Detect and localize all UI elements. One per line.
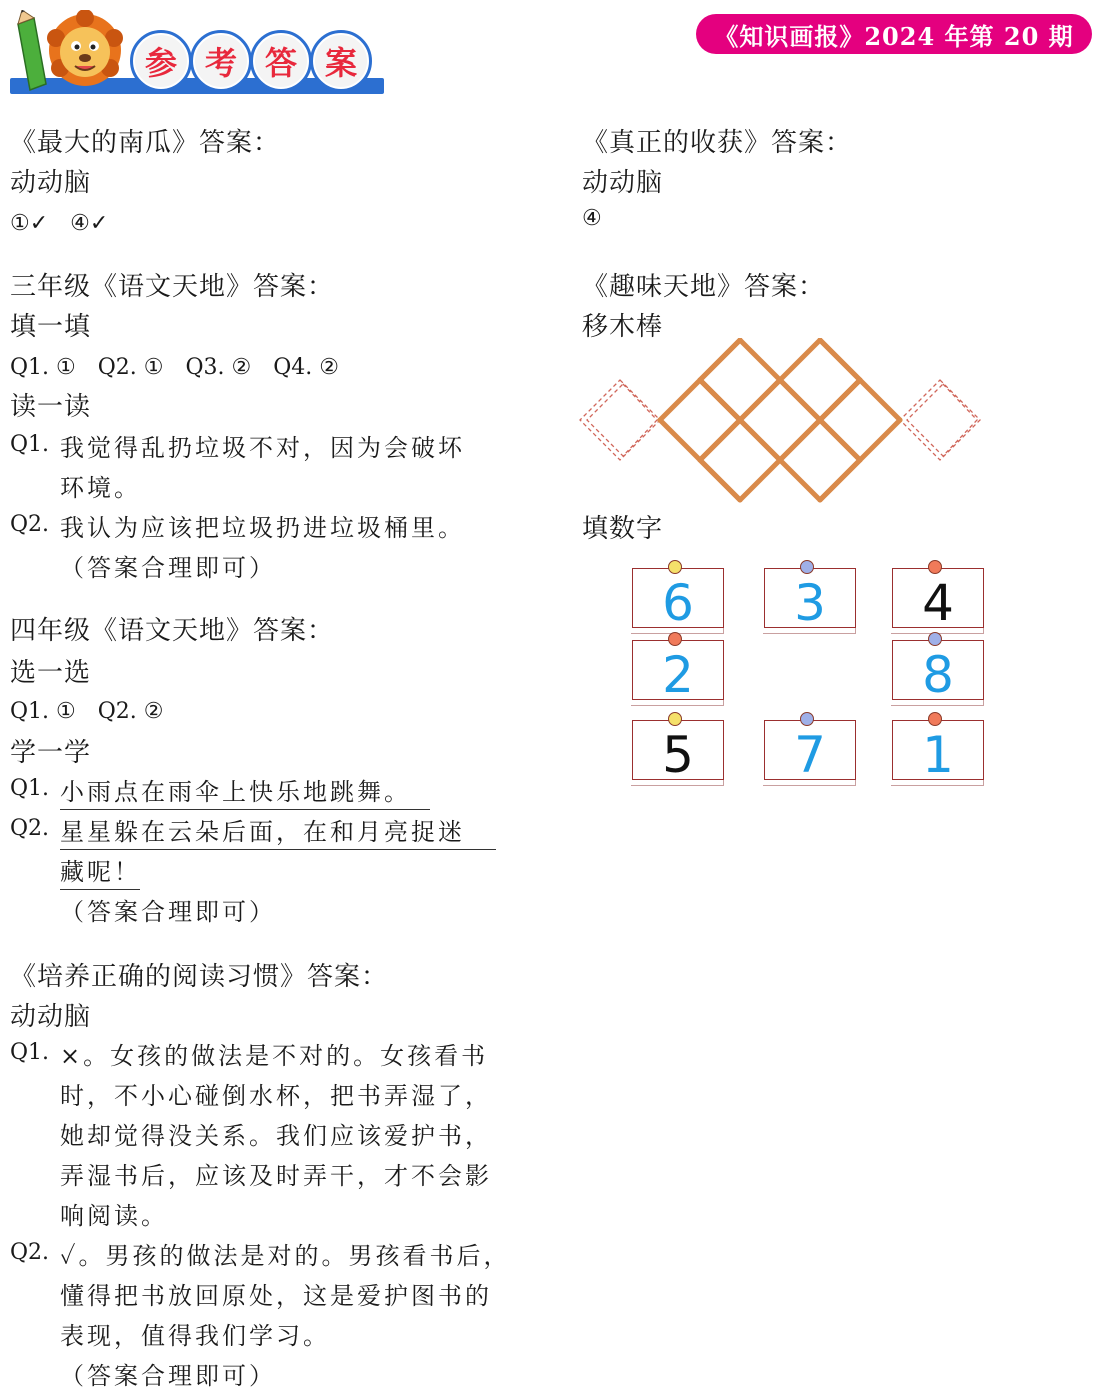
matchstick xyxy=(700,340,740,380)
matchstick xyxy=(700,460,740,500)
card-digit: 1 xyxy=(922,726,954,784)
answer-text: 小雨点在雨伞上快乐地跳舞。 xyxy=(60,772,430,810)
subheading: 选一选 xyxy=(10,658,92,688)
card-digit: 8 xyxy=(922,646,954,704)
issue-label: 《知识画报》2024 年第 20 期 xyxy=(696,14,1092,54)
card-digit: 7 xyxy=(794,726,826,784)
subheading: 读一读 xyxy=(10,392,92,422)
number-card xyxy=(892,568,984,632)
pin-icon xyxy=(928,560,942,574)
matchstick xyxy=(860,420,900,460)
card-digit: 6 xyxy=(662,574,694,632)
section-title-grade3: 三年级《语文天地》答案： xyxy=(10,272,335,302)
matchstick xyxy=(820,420,860,460)
pin-icon xyxy=(800,560,814,574)
section-title-fun-world: 《趣味天地》答案： xyxy=(582,272,826,302)
matchstick-diagram xyxy=(578,338,988,504)
dashed-moved-squares xyxy=(580,380,980,460)
matchstick xyxy=(740,460,780,500)
subheading: 动动脑 xyxy=(10,168,92,198)
number-card xyxy=(764,568,856,632)
matchsticks xyxy=(660,340,900,500)
matchstick xyxy=(820,340,860,380)
answer-text: 藏呢！ xyxy=(60,852,140,890)
pencil-icon xyxy=(8,10,48,92)
matchstick xyxy=(780,460,820,500)
answer-text: 我觉得乱扔垃圾不对，因为会破坏 xyxy=(60,434,465,462)
matchstick xyxy=(740,380,780,420)
matchstick xyxy=(740,420,780,460)
answer-text: 懂得把书放回原处，这是爱护图书的 xyxy=(60,1282,492,1310)
answer-note: （答案合理即可） xyxy=(60,898,276,926)
number-card xyxy=(632,568,724,632)
pin-icon xyxy=(928,712,942,726)
subheading: 填一填 xyxy=(10,312,92,342)
number-card xyxy=(764,720,856,784)
pin-icon xyxy=(928,632,942,646)
lion-mascot-icon xyxy=(44,10,126,90)
question-label: Q1. xyxy=(10,432,50,457)
answer-text: Q1. ① Q2. ② xyxy=(10,699,164,724)
header-banner xyxy=(0,0,400,100)
answer-text: 她却觉得没关系。我们应该爱护书， xyxy=(60,1122,492,1150)
question-label: Q2. xyxy=(10,1240,50,1265)
answer-text: ①✓ ④✓ xyxy=(10,211,109,236)
number-card xyxy=(892,640,984,704)
answer-note: （答案合理即可） xyxy=(60,554,276,582)
card-digit: 3 xyxy=(794,574,826,632)
answer-text: ④ xyxy=(582,206,602,231)
question-label: Q2. xyxy=(10,816,50,841)
pin-icon xyxy=(668,712,682,726)
section-title-reading-habits: 《培养正确的阅读习惯》答案： xyxy=(10,962,389,992)
card-digit: 2 xyxy=(662,646,694,704)
matchstick xyxy=(660,420,700,460)
section-title-pumpkin: 《最大的南瓜》答案： xyxy=(10,128,281,158)
number-card xyxy=(892,720,984,784)
answer-text: 星星躲在云朵后面，在和月亮捉迷 xyxy=(60,812,496,850)
banner-char-4: 案 xyxy=(310,30,372,92)
pin-icon xyxy=(800,712,814,726)
subheading: 学一学 xyxy=(10,738,92,768)
question-label: Q2. xyxy=(10,512,50,537)
matchstick xyxy=(860,380,900,420)
card-digit: 5 xyxy=(662,726,694,784)
matchstick xyxy=(780,380,820,420)
section-title-real-harvest: 《真正的收获》答案： xyxy=(582,128,853,158)
matchstick xyxy=(660,380,700,420)
answer-text: 表现，值得我们学习。 xyxy=(60,1322,330,1350)
answer-text: 时，不小心碰倒水杯，把书弄湿了， xyxy=(60,1082,492,1110)
matchstick xyxy=(780,420,820,460)
banner-char-3: 答 xyxy=(250,30,312,92)
answer-text: 我认为应该把垃圾扔进垃圾桶里。 xyxy=(60,514,465,542)
subheading: 填数字 xyxy=(582,514,664,544)
answer-text: 响阅读。 xyxy=(60,1202,168,1230)
banner-char-1: 参 xyxy=(130,30,192,92)
number-card xyxy=(632,640,724,704)
matchstick xyxy=(780,340,820,380)
question-label: Q1. xyxy=(10,776,50,801)
matchstick xyxy=(700,420,740,460)
answer-text: ×。女孩的做法是不对的。女孩看书 xyxy=(60,1042,489,1070)
card-digit: 4 xyxy=(922,574,954,632)
banner-char-2: 考 xyxy=(190,30,252,92)
matchstick xyxy=(820,460,860,500)
answer-text: Q1. ① Q2. ① Q3. ② Q4. ② xyxy=(10,355,339,380)
answer-note: （答案合理即可） xyxy=(60,1362,276,1390)
matchstick xyxy=(700,380,740,420)
question-label: Q1. xyxy=(10,1040,50,1065)
subheading: 动动脑 xyxy=(582,168,664,198)
pin-icon xyxy=(668,632,682,646)
section-title-grade4: 四年级《语文天地》答案： xyxy=(10,616,335,646)
subheading: 动动脑 xyxy=(10,1002,92,1032)
matchstick xyxy=(740,340,780,380)
subheading: 移木棒 xyxy=(582,312,664,342)
matchstick xyxy=(820,380,860,420)
answer-text: ✓。男孩的做法是对的。男孩看书后， xyxy=(60,1242,511,1270)
pin-icon xyxy=(668,560,682,574)
answer-text: 环境。 xyxy=(60,474,141,502)
answer-text: 弄湿书后，应该及时弄干，才不会影 xyxy=(60,1162,492,1190)
number-card xyxy=(632,720,724,784)
